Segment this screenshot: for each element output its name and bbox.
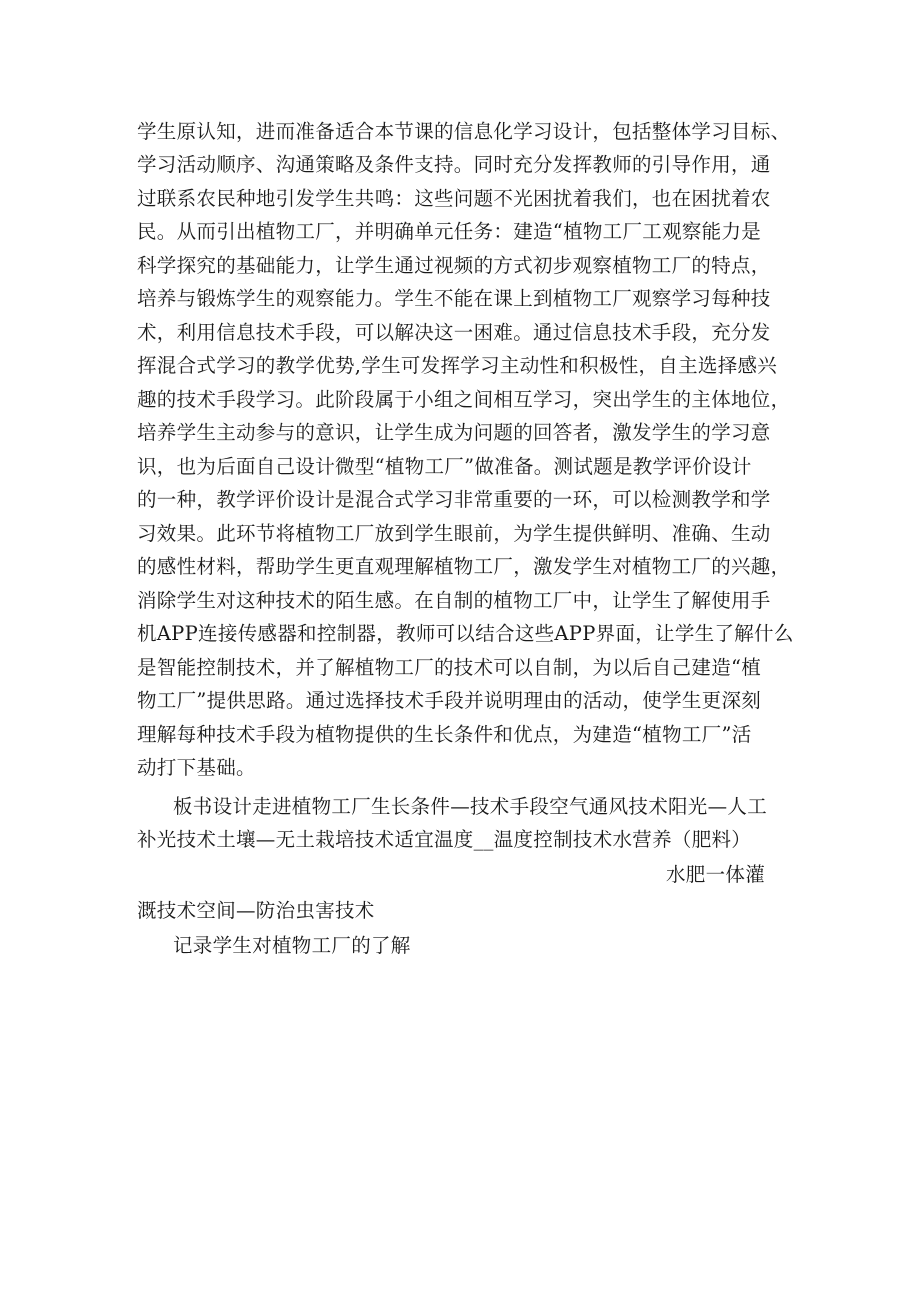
body-text-line: 理解每种技术手段为植物提供的生长条件和优点，为建造“植物工厂”活: [137, 723, 752, 746]
body-text-line: 习效果。此环节将植物工厂放到学生眼前，为学生提供鲜明、准确、生动: [137, 522, 771, 545]
body-text-line: 是智能控制技术，并了解植物工厂的技术可以自制，为以后自己建造“植: [137, 656, 762, 679]
body-text-line: 挥混合式学习的教学优势,学生可发挥学习主动性和积极性，自主选择感兴: [137, 354, 778, 377]
body-text-line: 机APP连接传感器和控制器，教师可以结合这些APP界面，让学生了解什么: [137, 622, 794, 645]
body-text-line: 科学探究的基础能力，让学生通过视频的方式初步观察植物工厂的特点，: [137, 254, 771, 277]
body-text-line: 学生原认知，进而准备适合本节课的信息化学习设计，包括整体学习目标、: [137, 120, 791, 143]
body-text-line: 的感性材料，帮助学生更直观理解植物工厂，激发学生对植物工厂的兴趣，: [137, 555, 791, 578]
body-text-line: 过联系农民种地引发学生共鸣：这些问题不光困扰着我们，也在困扰着农: [137, 187, 771, 210]
blackboard-design-line: 板书设计走进植物工厂生长条件—技术手段空气通风技术阳光—人工: [173, 795, 768, 818]
body-text-line: 的一种，教学评价设计是混合式学习非常重要的一环，可以检测教学和学: [137, 488, 771, 511]
body-text-line: 动打下基础。: [137, 756, 256, 779]
record-paragraph: 记录学生对植物工厂的了解: [173, 934, 411, 957]
body-text-line: 术，利用信息技术手段，可以解决这一困难。通过信息技术手段，充分发: [137, 321, 771, 344]
body-text-line: 识，也为后面自己设计微型“植物工厂”做准备。测试题是教学评价设计: [137, 455, 752, 478]
body-text-line: 物工厂”提供思路。通过选择技术手段并说明理由的活动，使学生更深刻: [137, 689, 762, 712]
body-text-line: 消除学生对这种技术的陌生感。在自制的植物工厂中，让学生了解使用手: [137, 589, 771, 612]
body-text-line: 民。从而引出植物工厂，并明确单元任务：建造“植物工厂工观察能力是: [137, 220, 762, 243]
body-text-line: 培养与锻炼学生的观察能力。学生不能在课上到植物工厂观察学习每种技: [137, 287, 771, 310]
body-text-line: 学习活动顺序、沟通策略及条件支持。同时充分发挥教师的引导作用，通: [137, 153, 771, 176]
body-text-line: 培养学生主动参与的意识，让学生成为问题的回答者，激发学生的学习意: [137, 421, 771, 444]
blackboard-design-line: 水肥一体灌: [666, 863, 766, 886]
blackboard-design-line: 补光技术土壤—无土栽培技术适宜温度__温度控制技术水营养（肥料）: [137, 828, 752, 851]
blackboard-design-line: 溉技术空间—防治虫害技术: [137, 899, 375, 922]
body-text-line: 趣的技术手段学习。此阶段属于小组之间相互学习，突出学生的主体地位，: [137, 388, 791, 411]
